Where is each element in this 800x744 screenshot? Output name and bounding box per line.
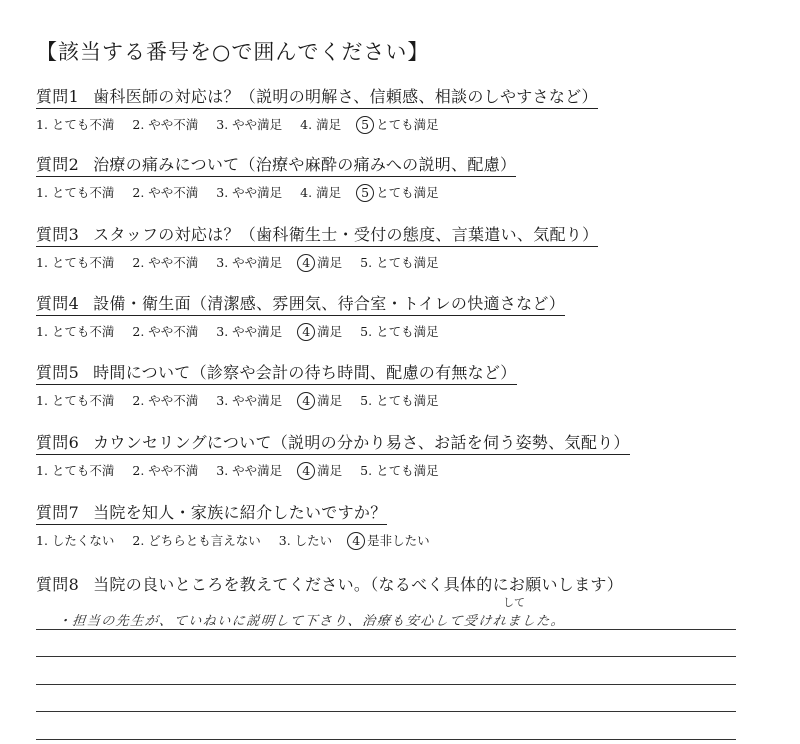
option-5[interactable]: 5. とても満足 — [360, 255, 439, 270]
option-4-circled[interactable]: 4 満足 — [300, 461, 342, 480]
selection-circle: 4 — [297, 323, 315, 341]
question-5 — [36, 360, 517, 410]
question-text: 時間について（診察や会計の待ち時間、配慮の有無など） — [93, 363, 517, 382]
question-text: 治療の痛みについて（治療や麻酔の痛みへの説明、配慮） — [93, 155, 517, 174]
selection-circle: 5 — [356, 184, 374, 202]
question-2 — [36, 152, 516, 202]
option-1[interactable]: 1. とても不満 — [36, 463, 115, 478]
question-8-heading — [36, 572, 623, 596]
answer-options — [36, 461, 630, 480]
option-2[interactable]: 2. やや不満 — [132, 255, 199, 270]
option-3[interactable]: 3. やや満足 — [216, 117, 283, 132]
option-2[interactable]: 2. やや不満 — [132, 324, 199, 339]
question-number: 質問5 — [36, 363, 80, 382]
selection-circle: 4 — [347, 532, 365, 550]
option-4[interactable]: 4. 満足 — [300, 185, 342, 200]
question-3 — [36, 222, 598, 272]
page-title: 【該当する番号を○で囲んでください】 — [36, 40, 430, 64]
option-1[interactable]: 1. とても不満 — [36, 324, 115, 339]
answer-options — [36, 531, 444, 550]
question-number: 質問4 — [36, 294, 80, 313]
option-2[interactable]: 2. やや不満 — [132, 393, 199, 408]
question-number: 質問6 — [36, 433, 80, 452]
option-1[interactable]: 1. したくない — [36, 533, 115, 548]
selection-circle: 4 — [297, 462, 315, 480]
question-text: 当院の良いところを教えてください。（なるべく具体的にお願いします） — [93, 575, 623, 594]
question-4 — [36, 291, 565, 341]
option-4-circled[interactable]: 4 満足 — [300, 322, 342, 341]
question-text: 歯科医師の対応は？（説明の明解さ、信頼感、相談のしやすさなど） — [93, 87, 598, 106]
option-3[interactable]: 3. やや満足 — [216, 324, 283, 339]
option-1[interactable]: 1. とても不満 — [36, 185, 115, 200]
question-7 — [36, 500, 444, 550]
answer-line — [36, 630, 736, 658]
question-number: 質問3 — [36, 225, 80, 244]
option-2[interactable]: 2. やや不満 — [132, 463, 199, 478]
option-5[interactable]: 5. とても満足 — [360, 463, 439, 478]
answer-options — [36, 115, 598, 134]
question-5-heading — [36, 360, 517, 385]
selection-circle: 5 — [356, 116, 374, 134]
question-4-heading — [36, 291, 565, 316]
option-3[interactable]: 3. やや満足 — [216, 255, 283, 270]
option-5-circled[interactable]: 5 とても満足 — [359, 183, 439, 202]
question-3-heading — [36, 222, 598, 247]
answer-line — [36, 657, 736, 685]
question-text: カウンセリングについて（説明の分かり易さ、お話を伺う姿勢、気配り） — [93, 433, 630, 452]
answer-line — [36, 712, 736, 740]
question-6-heading — [36, 430, 630, 455]
option-3[interactable]: 3. やや満足 — [216, 463, 283, 478]
answer-line — [36, 685, 736, 713]
option-4-circled[interactable]: 4 満足 — [300, 253, 342, 272]
question-8 — [36, 572, 623, 596]
option-5[interactable]: 5. とても満足 — [360, 393, 439, 408]
question-7-heading — [36, 500, 387, 525]
option-5-circled[interactable]: 5 とても満足 — [359, 115, 439, 134]
option-4-circled[interactable]: 4 是非したい — [350, 531, 430, 550]
option-5[interactable]: 5. とても満足 — [360, 324, 439, 339]
selection-circle: 4 — [297, 392, 315, 410]
option-2[interactable]: 2. やや不満 — [132, 185, 199, 200]
insert-mark: して — [503, 596, 525, 609]
option-2[interactable]: 2. やや不満 — [132, 117, 199, 132]
option-4[interactable]: 4. 満足 — [300, 117, 342, 132]
option-4-circled[interactable]: 4 満足 — [300, 391, 342, 410]
option-1[interactable]: 1. とても不満 — [36, 255, 115, 270]
free-answer-area[interactable] — [36, 596, 736, 740]
question-number: 質問7 — [36, 503, 80, 522]
question-number: 質問2 — [36, 155, 80, 174]
option-3[interactable]: 3. やや満足 — [216, 393, 283, 408]
option-2[interactable]: 2. どちらとも言えない — [132, 533, 261, 548]
answer-line — [36, 596, 736, 630]
option-1[interactable]: 1. とても不満 — [36, 393, 115, 408]
question-1-heading — [36, 84, 598, 109]
question-number: 質問1 — [36, 87, 80, 106]
answer-options — [36, 322, 565, 341]
question-6 — [36, 430, 630, 480]
question-text: 設備・衛生面（清潔感、雰囲気、待合室・トイレの快適さなど） — [93, 294, 565, 313]
option-3[interactable]: 3. やや満足 — [216, 185, 283, 200]
question-number: 質問8 — [36, 575, 80, 594]
handwritten-answer: ・担当の先生が、ていねいに説明して下さり、治療も安心して受けれました。 — [57, 614, 567, 629]
question-2-heading — [36, 152, 516, 177]
selection-circle: 4 — [297, 254, 315, 272]
answer-options — [36, 391, 517, 410]
answer-options — [36, 183, 516, 202]
question-text: スタッフの対応は？（歯科衛生士・受付の態度、言葉遣い、気配り） — [93, 225, 599, 244]
question-text: 当院を知人・家族に紹介したいですか？ — [93, 503, 387, 522]
option-1[interactable]: 1. とても不満 — [36, 117, 115, 132]
option-3[interactable]: 3. したい — [278, 533, 333, 548]
answer-options — [36, 253, 598, 272]
question-1 — [36, 84, 598, 134]
